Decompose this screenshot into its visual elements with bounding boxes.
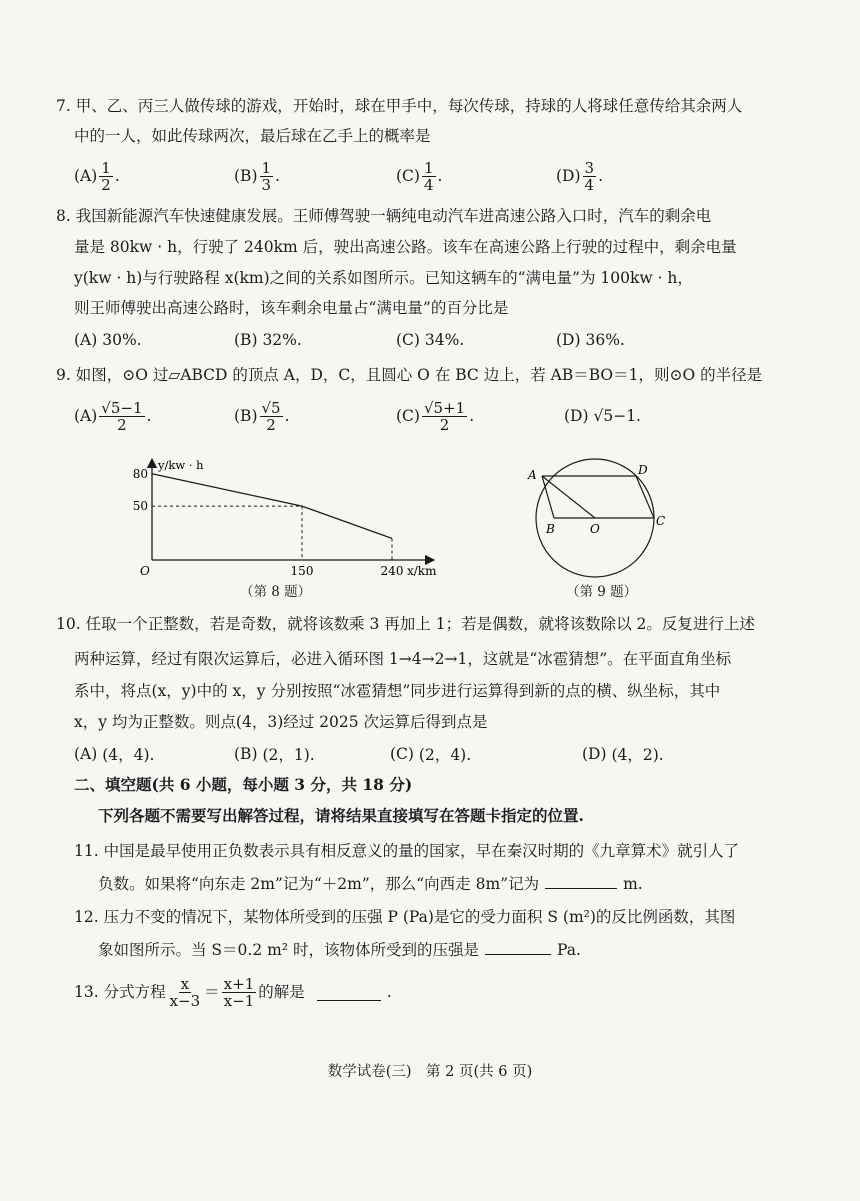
fraction: $\frac{√5}{2}$ xyxy=(261,398,281,434)
q7-option-c: (C) $\frac{1}{4}$ . xyxy=(396,158,443,194)
q8-option-d: (D) 36%. xyxy=(556,331,625,349)
fraction: $\frac{3}{4}$ xyxy=(584,158,595,194)
q10-option-d: (D) (4，2). xyxy=(582,745,664,764)
q8-option-a: (A) 30%. xyxy=(74,331,142,349)
x-axis-label: x/km xyxy=(407,564,437,578)
fraction: $\frac{√5+1}{2}$ xyxy=(423,398,466,434)
fig9-geometry-figure xyxy=(520,455,670,580)
point-a-label: A xyxy=(528,468,537,482)
fig9-caption: （第 9 题） xyxy=(566,584,638,600)
q10-line3: 系中，将点(x，y)中的 x，y 分别按照“冰雹猜想”同步进行运算得到新的点的横、纵坐标，其中 xyxy=(74,682,721,700)
q7-option-a: (A) $\frac{1}{2}$ . xyxy=(74,158,120,194)
fraction: $\frac{1}{2}$ xyxy=(101,158,111,194)
q11-line2: 负数。如果将“向东走 2m”记为“＋2m”，那么“向西走 8m”记为 m. xyxy=(98,872,643,894)
q8-line2: 量是 80kw · h，行驶了 240km 后，驶出高速公路。该车在高速公路上行驶的过程中，剩余电量 xyxy=(74,238,737,256)
q12-answer-blank xyxy=(485,938,551,955)
fraction-lhs: $\frac{x}{x-3}$ xyxy=(169,974,201,1010)
q7-option-d: (D) $\frac{3}{4}$ . xyxy=(556,158,604,194)
q8-line4: 则王师傅驶出高速公路时，该车剩余电量占“满电量”的百分比是 xyxy=(74,299,509,317)
q13-answer-blank xyxy=(317,984,381,1001)
point-d-label: D xyxy=(638,463,648,477)
fraction: $\frac{√5-1}{2}$ xyxy=(101,398,143,434)
fraction: $\frac{1}{4}$ xyxy=(423,158,434,194)
fraction: $\frac{1}{3}$ xyxy=(261,158,272,194)
y-tick-label-80: 80 xyxy=(132,466,148,481)
q9-option-c: (C) $\frac{√5+1}{2}$ . xyxy=(396,398,475,434)
q11-answer-blank xyxy=(545,872,617,889)
q10-line2: 两种运算，经过有限次运算后，必进入循环图 1→4→2→1，这就是“冰雹猜想”。在平面直角坐标 xyxy=(74,650,732,668)
point-o-label: O xyxy=(590,522,600,536)
q8-option-b: (B) 32%. xyxy=(234,331,302,349)
q9-option-b: (B) $\frac{√5}{2}$ . xyxy=(234,398,290,434)
q10-option-b: (B) (2，1). xyxy=(234,745,315,764)
q10-line4: x，y 均为正整数。则点(4，3)经过 2025 次运算后得到点是 xyxy=(74,713,488,731)
q7-option-b: (B) $\frac{1}{3}$ . xyxy=(234,158,280,194)
segment-ao xyxy=(542,476,595,518)
q10-option-a: (A) (4，4). xyxy=(74,745,155,764)
q7-line1: 7. 甲、乙、丙三人做传球的游戏，开始时，球在甲手中，每次传球，持球的人将球任意传给其余两人 xyxy=(56,97,743,115)
q8-option-c: (C) 34%. xyxy=(396,331,465,349)
page-footer: 数学试卷(三) 第 2 页(共 6 页) xyxy=(327,1064,533,1080)
q9-option-a: (A) $\frac{√5-1}{2}$ . xyxy=(74,398,152,434)
x-tick-label-150: 150 xyxy=(290,564,314,578)
q12-line1: 12. 压力不变的情况下，某物体所受到的压强 P (Pa)是它的受力面积 S (m²)的反比例函数，其图 xyxy=(74,908,736,926)
x-tick-label-240: 240 xyxy=(380,564,404,578)
q7-line2: 中的一人，如此传球两次，最后球在乙手上的概率是 xyxy=(74,127,431,145)
point-c-label: C xyxy=(656,514,666,528)
fig8-caption: （第 8 题） xyxy=(240,584,312,600)
y-axis-label: y/kw · h xyxy=(158,458,204,472)
fraction-rhs: $\frac{x+1}{x-1}$ xyxy=(223,974,255,1010)
point-b-label: B xyxy=(546,522,555,536)
q9-option-d: (D) √5−1. xyxy=(564,407,641,425)
segment-dc xyxy=(636,476,654,518)
q9-line1: 9. 如图，⊙O 过▱ABCD 的顶点 A，D，C，且圆心 O 在 BC 边上，若 AB＝BO＝1，则⊙O 的半径是 xyxy=(56,366,763,384)
section2-instruction: 下列各题不需要写出解答过程，请将结果直接填写在答题卡指定的位置. xyxy=(98,806,584,825)
q8-line3: y(kw · h)与行驶路程 x(km)之间的关系如图所示。已知这辆车的“满电量”为 100kw · h， xyxy=(74,269,693,287)
q10-option-c: (C) (2，4). xyxy=(390,745,472,764)
q8-line1: 8. 我国新能源汽车快速健康发展。王师傅驾驶一辆纯电动汽车进高速公路入口时，汽车的剩余电 xyxy=(56,207,712,225)
fig8-line-graph xyxy=(120,455,450,580)
q12-line2: 象如图所示。当 S＝0.2 m² 时，该物体所受到的压强是 Pa. xyxy=(98,938,581,960)
origin-label: O xyxy=(140,564,150,578)
q13-line: 13. 分式方程 $\frac{x}{x-3}$ ＝ $\frac{x+1}{x-1}$ 的解是 . xyxy=(74,974,392,1010)
section2-title: 二、填空题(共 6 小题，每小题 3 分，共 18 分) xyxy=(74,775,413,794)
q11-line1: 11. 中国是最早使用正负数表示具有相反意义的量的国家，早在秦汉时期的《九章算术》就引人了 xyxy=(74,842,740,860)
y-tick-label-50: 50 xyxy=(132,499,148,514)
q10-line1: 10. 任取一个正整数，若是奇数，就将该数乘 3 再加上 1；若是偶数，就将该数除以 2。反复进行上述 xyxy=(56,615,755,633)
